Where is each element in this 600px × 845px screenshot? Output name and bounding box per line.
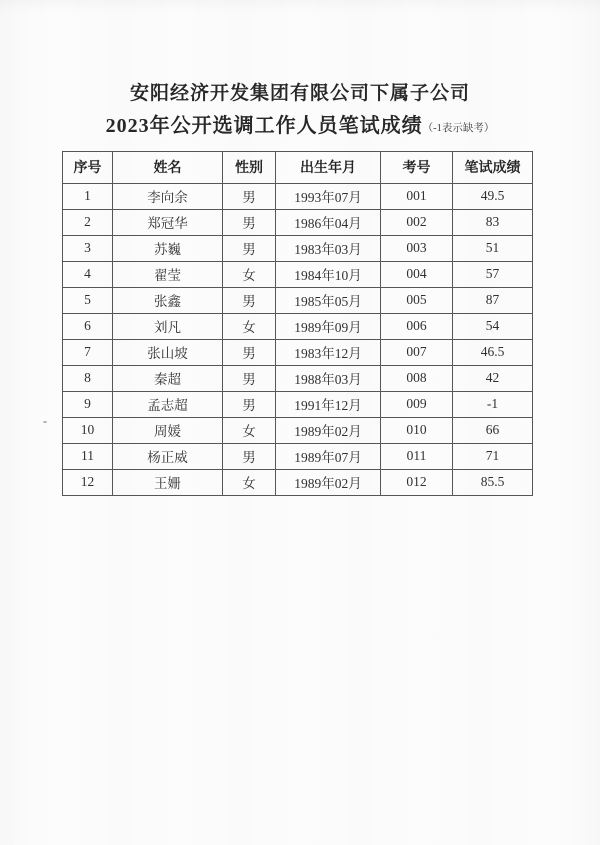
table-cell: 杨正威 bbox=[113, 443, 223, 469]
table-cell: 49.5 bbox=[453, 183, 533, 209]
table-cell: 10 bbox=[63, 417, 113, 443]
table-cell: 1986年04月 bbox=[276, 209, 381, 235]
table-row bbox=[63, 235, 533, 261]
table-cell: 51 bbox=[453, 235, 533, 261]
table-cell: 002 bbox=[381, 209, 453, 235]
table-cell: 周媛 bbox=[113, 417, 223, 443]
table-header-row bbox=[63, 151, 533, 183]
table-cell: 11 bbox=[63, 443, 113, 469]
table-cell: 男 bbox=[223, 209, 276, 235]
table-cell: 003 bbox=[381, 235, 453, 261]
table-header-cell: 考号 bbox=[381, 151, 453, 183]
table-cell: 1989年07月 bbox=[276, 443, 381, 469]
table-cell: 1989年09月 bbox=[276, 313, 381, 339]
table-cell: -1 bbox=[453, 391, 533, 417]
table-header-cell: 序号 bbox=[63, 151, 113, 183]
table-cell: 7 bbox=[63, 339, 113, 365]
table-row bbox=[63, 209, 533, 235]
table-header-cell: 性别 bbox=[223, 151, 276, 183]
table-cell: 1989年02月 bbox=[276, 417, 381, 443]
scan-artifact-speck bbox=[43, 421, 47, 423]
table-cell: 1983年03月 bbox=[276, 235, 381, 261]
table-cell: 83 bbox=[453, 209, 533, 235]
table-cell: 1993年07月 bbox=[276, 183, 381, 209]
scores-table-body bbox=[63, 183, 533, 495]
table-row bbox=[63, 391, 533, 417]
table-cell: 1989年02月 bbox=[276, 469, 381, 495]
table-cell: 男 bbox=[223, 365, 276, 391]
absent-note: （-1表示缺考） bbox=[422, 122, 495, 134]
table-cell: 1984年10月 bbox=[276, 261, 381, 287]
table-cell: 李向余 bbox=[113, 183, 223, 209]
table-cell: 42 bbox=[453, 365, 533, 391]
table-row bbox=[63, 183, 533, 209]
table-cell: 5 bbox=[63, 287, 113, 313]
table-cell: 011 bbox=[381, 443, 453, 469]
table-cell: 57 bbox=[453, 261, 533, 287]
table-cell: 85.5 bbox=[453, 469, 533, 495]
table-cell: 010 bbox=[381, 417, 453, 443]
table-cell: 女 bbox=[223, 261, 276, 287]
table-cell: 刘凡 bbox=[113, 313, 223, 339]
table-cell: 54 bbox=[453, 313, 533, 339]
table-cell: 006 bbox=[381, 313, 453, 339]
table-header-cell: 笔试成绩 bbox=[453, 151, 533, 183]
table-cell: 张山坡 bbox=[113, 339, 223, 365]
table-row bbox=[63, 443, 533, 469]
table-cell: 9 bbox=[63, 391, 113, 417]
table-cell: 012 bbox=[381, 469, 453, 495]
table-row bbox=[63, 287, 533, 313]
table-cell: 女 bbox=[223, 469, 276, 495]
table-cell: 1983年12月 bbox=[276, 339, 381, 365]
table-cell: 男 bbox=[223, 391, 276, 417]
document-title-line2 bbox=[0, 112, 600, 141]
table-cell: 1991年12月 bbox=[276, 391, 381, 417]
table-cell: 男 bbox=[223, 183, 276, 209]
table-cell: 87 bbox=[453, 287, 533, 313]
table-cell: 男 bbox=[223, 443, 276, 469]
table-cell: 66 bbox=[453, 417, 533, 443]
scores-table bbox=[62, 151, 533, 496]
table-cell: 007 bbox=[381, 339, 453, 365]
table-row bbox=[63, 469, 533, 495]
table-cell: 男 bbox=[223, 339, 276, 365]
table-row bbox=[63, 417, 533, 443]
table-cell: 女 bbox=[223, 417, 276, 443]
table-cell: 8 bbox=[63, 365, 113, 391]
table-cell: 1988年03月 bbox=[276, 365, 381, 391]
table-row bbox=[63, 261, 533, 287]
table-cell: 008 bbox=[381, 365, 453, 391]
table-cell: 005 bbox=[381, 287, 453, 313]
table-cell: 1985年05月 bbox=[276, 287, 381, 313]
table-cell: 2 bbox=[63, 209, 113, 235]
table-cell: 3 bbox=[63, 235, 113, 261]
table-cell: 4 bbox=[63, 261, 113, 287]
table-cell: 46.5 bbox=[453, 339, 533, 365]
table-cell: 001 bbox=[381, 183, 453, 209]
document-title-block bbox=[0, 0, 600, 141]
table-cell: 孟志超 bbox=[113, 391, 223, 417]
table-header-cell: 姓名 bbox=[113, 151, 223, 183]
table-cell: 王姗 bbox=[113, 469, 223, 495]
table-row bbox=[63, 365, 533, 391]
table-cell: 张鑫 bbox=[113, 287, 223, 313]
table-cell: 12 bbox=[63, 469, 113, 495]
table-cell: 翟莹 bbox=[113, 261, 223, 287]
table-cell: 男 bbox=[223, 235, 276, 261]
table-cell: 6 bbox=[63, 313, 113, 339]
table-cell: 71 bbox=[453, 443, 533, 469]
table-cell: 苏巍 bbox=[113, 235, 223, 261]
table-cell: 秦超 bbox=[113, 365, 223, 391]
table-cell: 女 bbox=[223, 313, 276, 339]
table-cell: 004 bbox=[381, 261, 453, 287]
table-row bbox=[63, 313, 533, 339]
table-cell: 009 bbox=[381, 391, 453, 417]
table-row bbox=[63, 339, 533, 365]
table-cell: 郑冠华 bbox=[113, 209, 223, 235]
document-title-line1: 安阳经济开发集团有限公司下属子公司 bbox=[129, 83, 470, 104]
table-cell: 男 bbox=[223, 287, 276, 313]
table-cell: 1 bbox=[63, 183, 113, 209]
document-subtitle-text: 2023年公开选调工作人员笔试成绩 bbox=[105, 114, 423, 137]
table-header-cell: 出生年月 bbox=[276, 151, 381, 183]
